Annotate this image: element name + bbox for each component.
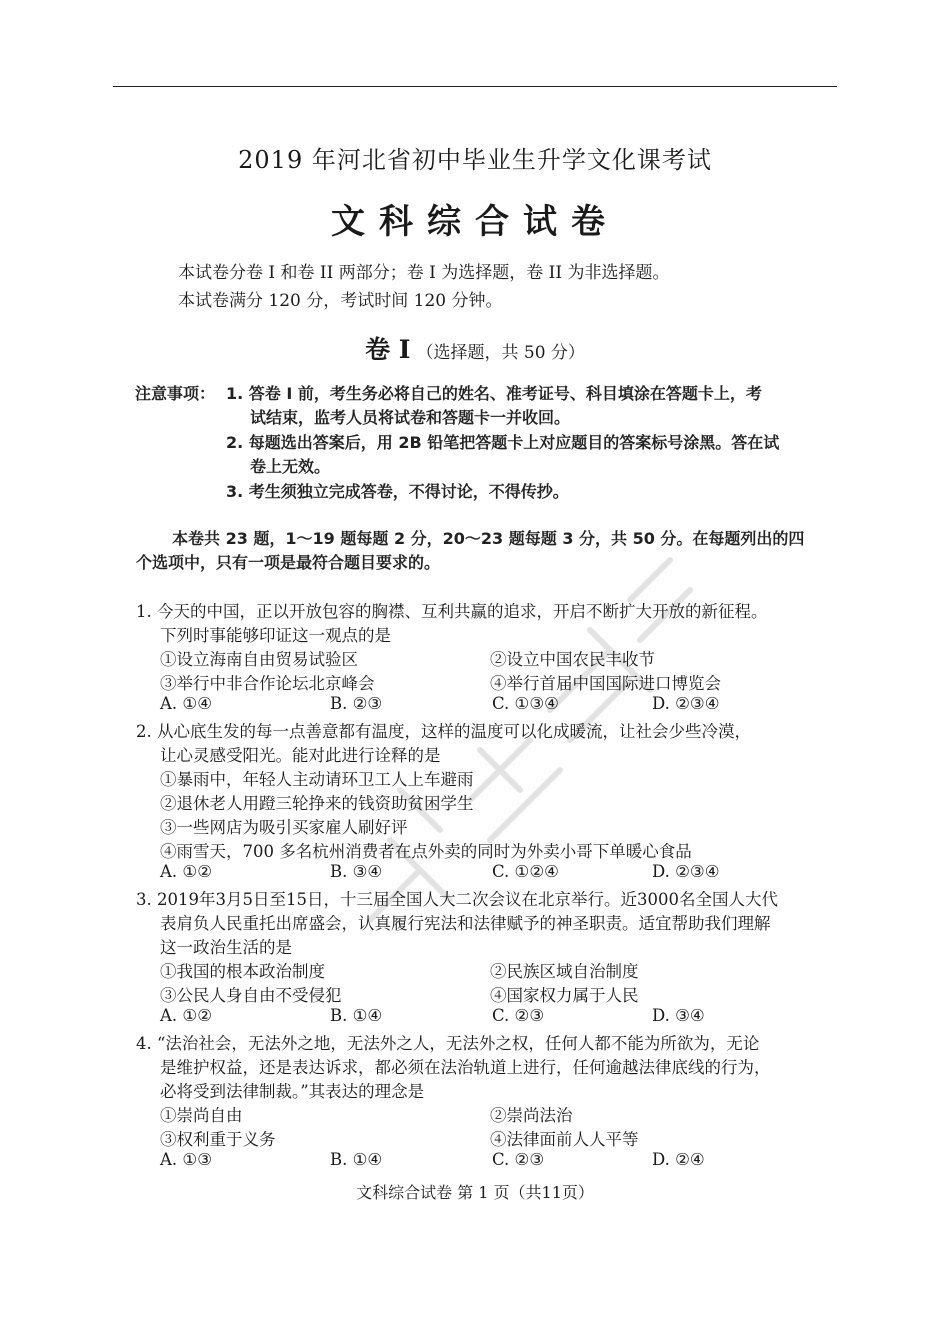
question-stem: 下列时事能够印证这一观点的是 xyxy=(160,626,391,645)
answer-choice: C. ①②④ xyxy=(492,862,559,881)
question-option: ④国家权力属于人民 xyxy=(490,986,639,1005)
answer-choice: C. ①③④ xyxy=(492,694,559,713)
answer-choice: C. ②③ xyxy=(492,1150,545,1169)
notice-item: 3. 考生须独立完成答卷，不得讨论，不得传抄。 xyxy=(226,482,569,501)
answer-choice: D. ②③④ xyxy=(652,694,720,713)
answer-choice: B. ③④ xyxy=(330,862,383,881)
instructions: 个选项中，只有一项是最符合题目要求的。 xyxy=(136,553,441,572)
exam-title: 2019 年河北省初中毕业生升学文化课考试 xyxy=(238,146,712,174)
question-option: ③一些网店为吸引买家雇人刷好评 xyxy=(160,818,408,837)
question-stem: 表肩负人民重托出席盛会，认真履行宪法和法律赋予的神圣职责。适宜帮助我们理解 xyxy=(160,914,771,933)
question-option: ④雨雪天，700 多名杭州消费者在点外卖的同时为外卖小哥下单暖心食品 xyxy=(160,842,692,861)
question-option: ①暴雨中，年轻人主动请环卫工人上车避雨 xyxy=(160,770,474,789)
answer-choice: B. ①④ xyxy=(330,1006,383,1025)
question-stem: 让心灵感受阳光。能对此进行诠释的是 xyxy=(160,746,441,765)
notice-label: 注意事项： xyxy=(135,384,216,403)
question-stem: 2. 从心底生发的每一点善意都有温度，这样的温度可以化成暖流，让社会少些冷漠， xyxy=(136,722,751,741)
question-option: ④举行首届中国国际进口博览会 xyxy=(490,674,721,693)
answer-choice: A. ①④ xyxy=(160,694,212,713)
notice-item: 1. 答卷 I 前，考生务必将自己的姓名、准考证号、科目填涂在答题卡上，考 xyxy=(226,384,762,403)
answer-choice: B. ②③ xyxy=(330,694,383,713)
notice-item: 卷上无效。 xyxy=(250,457,331,476)
question-option: ③权利重于义务 xyxy=(160,1130,276,1149)
section-note: （选择题，共 50 分） xyxy=(416,343,585,363)
page-footer: 文科综合试卷 第 1 页（共11页） xyxy=(356,1183,594,1202)
answer-choice: A. ①② xyxy=(160,1006,212,1025)
answer-choice: C. ②③ xyxy=(492,1006,545,1025)
question-option: ①设立海南自由贸易试验区 xyxy=(160,650,358,669)
question-stem: 1. 今天的中国，正以开放包容的胸襟、互利共赢的追求，开启不断扩大开放的新征程。 xyxy=(136,602,768,621)
instructions: 本卷共 23 题，1～19 题每题 2 分，20～23 题每题 3 分，共 50 分。在每题列出的四 xyxy=(172,529,805,548)
answer-choice: A. ①② xyxy=(160,862,212,881)
question-stem: 4. “法治社会，无法外之地，无法外之人，无法外之权，任何人都不能为所欲为，无论 xyxy=(136,1034,760,1053)
question-option: ③举行中非合作论坛北京峰会 xyxy=(160,674,375,693)
answer-choice: A. ①③ xyxy=(160,1150,212,1169)
question-option: ④法律面前人人平等 xyxy=(490,1130,639,1149)
answer-choice: D. ③④ xyxy=(652,1006,705,1025)
notice-item: 2. 每题选出答案后，用 2B 铅笔把答题卡上对应题目的答案标号涂黑。答在试 xyxy=(226,433,780,452)
question-option: ②民族区域自治制度 xyxy=(490,962,639,981)
answer-choice: B. ①④ xyxy=(330,1150,383,1169)
question-option: ②设立中国农民丰收节 xyxy=(490,650,655,669)
notice-item: 试结束，监考人员将试卷和答题卡一并收回。 xyxy=(250,408,571,427)
question-option: ①我国的根本政治制度 xyxy=(160,962,325,981)
section-label: 卷 I xyxy=(365,335,411,364)
question-option: ②崇尚法治 xyxy=(490,1106,573,1125)
section-heading xyxy=(0,330,950,366)
top-rule xyxy=(113,86,837,87)
intro-line: 本试卷分卷 I 和卷 II 两部分；卷 I 为选择题，卷 II 为非选择题。 xyxy=(178,263,670,283)
exam-subtitle: 文科综合试卷 xyxy=(331,202,619,242)
question-option: ①崇尚自由 xyxy=(160,1106,243,1125)
question-stem: 这一政治生活的是 xyxy=(160,938,292,957)
question-option: ③公民人身自由不受侵犯 xyxy=(160,986,342,1005)
question-stem: 是维护权益，还是表达诉求，都必须在法治轨道上进行，任何逾越法律底线的行为， xyxy=(160,1058,771,1077)
question-stem: 3. 2019年3月5日至15日，十三届全国人大二次会议在北京举行。近3000名全国人大代 xyxy=(136,890,778,909)
answer-choice: D. ②④ xyxy=(652,1150,705,1169)
answer-choice: D. ②③④ xyxy=(652,862,720,881)
question-option: ②退休老人用蹬三轮挣来的钱资助贫困学生 xyxy=(160,794,474,813)
intro-line: 本试卷满分 120 分，考试时间 120 分钟。 xyxy=(178,291,503,311)
question-stem: 必将受到法律制裁。”其表达的理念是 xyxy=(160,1082,425,1101)
